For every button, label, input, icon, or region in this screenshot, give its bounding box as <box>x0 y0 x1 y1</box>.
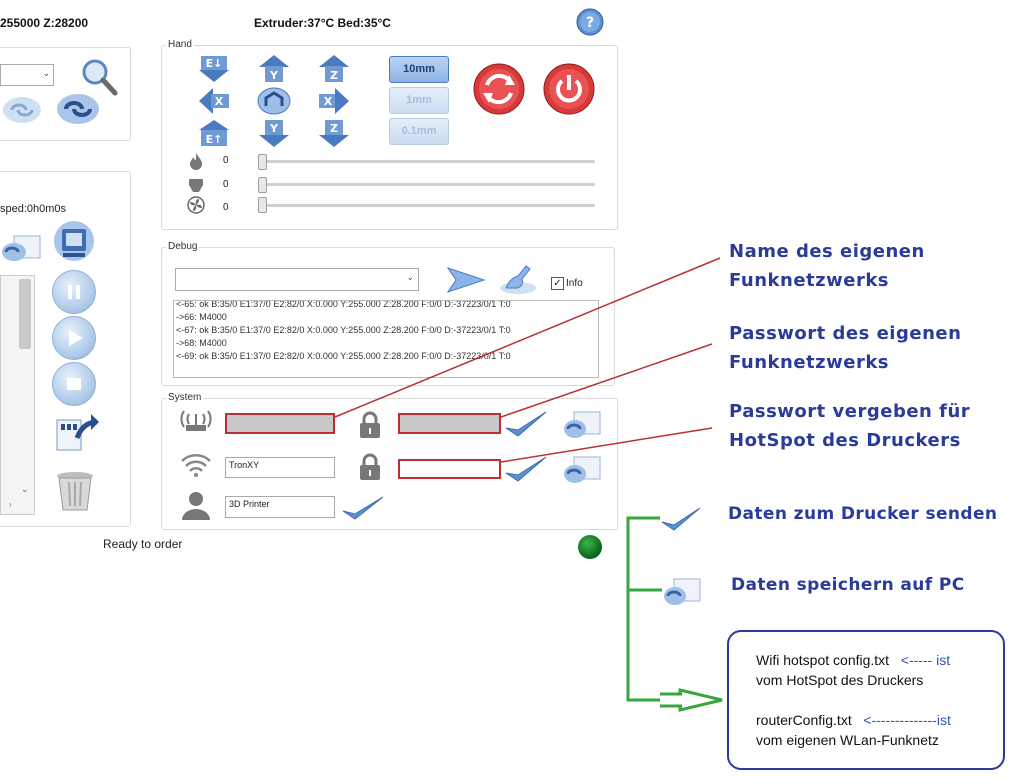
infobox-row-1 <box>756 652 950 668</box>
hotspot-config-arrow: <----- ist <box>900 652 951 668</box>
infobox-row-2 <box>756 712 951 728</box>
log-line: <-67: ok B:35/0 E1:37/0 E2:82/0 X:0.000 Y:255.000 Z:28.200 F:0/0 D:-37223/0/1 T:0 <box>176 325 511 335</box>
hotspot-ssid-field[interactable]: TronXY <box>225 457 335 478</box>
step-10mm-button[interactable]: 10mm <box>389 56 449 83</box>
svg-text:Y: Y <box>270 122 278 135</box>
hand-title: Hand <box>168 39 192 50</box>
info-label: Info <box>566 278 583 289</box>
log-line: ->66: M4000 <box>176 312 227 322</box>
legend-save-label: Daten speichern auf PC <box>731 575 965 595</box>
step-0-1mm-button[interactable]: 0.1mm <box>389 118 449 145</box>
annotation-router-name <box>729 237 925 295</box>
temperature-readout: Extruder:37°C Bed:35°C <box>254 16 391 30</box>
e-label: E↓ <box>205 57 223 70</box>
status-text: Ready to order <box>103 537 183 551</box>
svg-text:Z: Z <box>330 69 338 82</box>
elapsed-time: sped:0h0m0s <box>0 203 67 215</box>
chevron-down-icon[interactable]: ⌄ <box>406 272 414 282</box>
chevron-down-icon: ⌄ <box>42 68 50 78</box>
annotation-router-pass <box>729 319 961 377</box>
config-files-infobox <box>727 630 1005 770</box>
log-line: <-65: ok B:35/0 E1:37/0 E2:82/0 X:0.000 Y:255.000 Z:28.200 F:0/0 D:-37223/0/1 T:0 <box>176 300 511 309</box>
info-checkbox[interactable]: ✓ <box>551 277 564 290</box>
hotspot-config-desc: vom HotSpot des Druckers <box>756 672 924 688</box>
hotspot-config-filename: Wifi hotspot config.txt <box>756 652 890 668</box>
printer-name-field[interactable]: 3D Printer <box>225 496 335 518</box>
step-1mm-button[interactable]: 1mm <box>389 87 449 114</box>
chevron-right-icon[interactable]: › <box>9 500 12 509</box>
chevron-down-icon[interactable]: ⌄ <box>21 484 29 494</box>
router-config-desc: vom eigenen WLan-Funknetz <box>756 732 939 748</box>
svg-text:X: X <box>214 95 224 108</box>
svg-text:E↑: E↑ <box>205 133 223 146</box>
legend-send-icon <box>660 505 702 533</box>
line-router-pass <box>501 344 712 417</box>
line-router-name <box>335 258 720 417</box>
legend-send-label: Daten zum Drucker senden <box>728 504 998 524</box>
svg-text:Y: Y <box>270 69 278 82</box>
annotation-line: Funknetzwerks <box>729 270 890 291</box>
router-config-filename: routerConfig.txt <box>756 712 852 728</box>
svg-text:Z: Z <box>330 122 338 135</box>
log-line: <-69: ok B:35/0 E1:37/0 E2:82/0 X:0.000 Y:255.000 Z:28.200 F:0/0 D:-37223/0/1 T:0 <box>176 351 511 361</box>
duct-value: 0 <box>223 179 229 190</box>
heat-value: 0 <box>223 155 229 166</box>
debug-title: Debug <box>168 241 198 252</box>
position-readout: 255000 Z:28200 <box>0 16 89 30</box>
annotation-line: Name des eigenen <box>729 241 925 262</box>
svg-text:?: ? <box>585 15 595 31</box>
annotation-line: Funknetzwerks <box>729 352 890 373</box>
legend-save-icon <box>662 575 704 609</box>
svg-text:X: X <box>323 95 333 108</box>
line-hotspot-pass <box>501 428 712 462</box>
annotation-line: Passwort des eigenen <box>729 323 962 344</box>
fan-value: 0 <box>223 202 229 213</box>
annotation-line: HotSpot des Druckers <box>729 430 961 451</box>
green-arrow-head <box>680 690 722 710</box>
annotation-hotspot-pass <box>729 397 970 455</box>
annotation-line: Passwort vergeben für <box>729 401 971 422</box>
log-line: ->68: M4000 <box>176 338 227 348</box>
router-config-arrow: <--------------ist <box>863 712 951 728</box>
system-title: System <box>168 392 202 403</box>
